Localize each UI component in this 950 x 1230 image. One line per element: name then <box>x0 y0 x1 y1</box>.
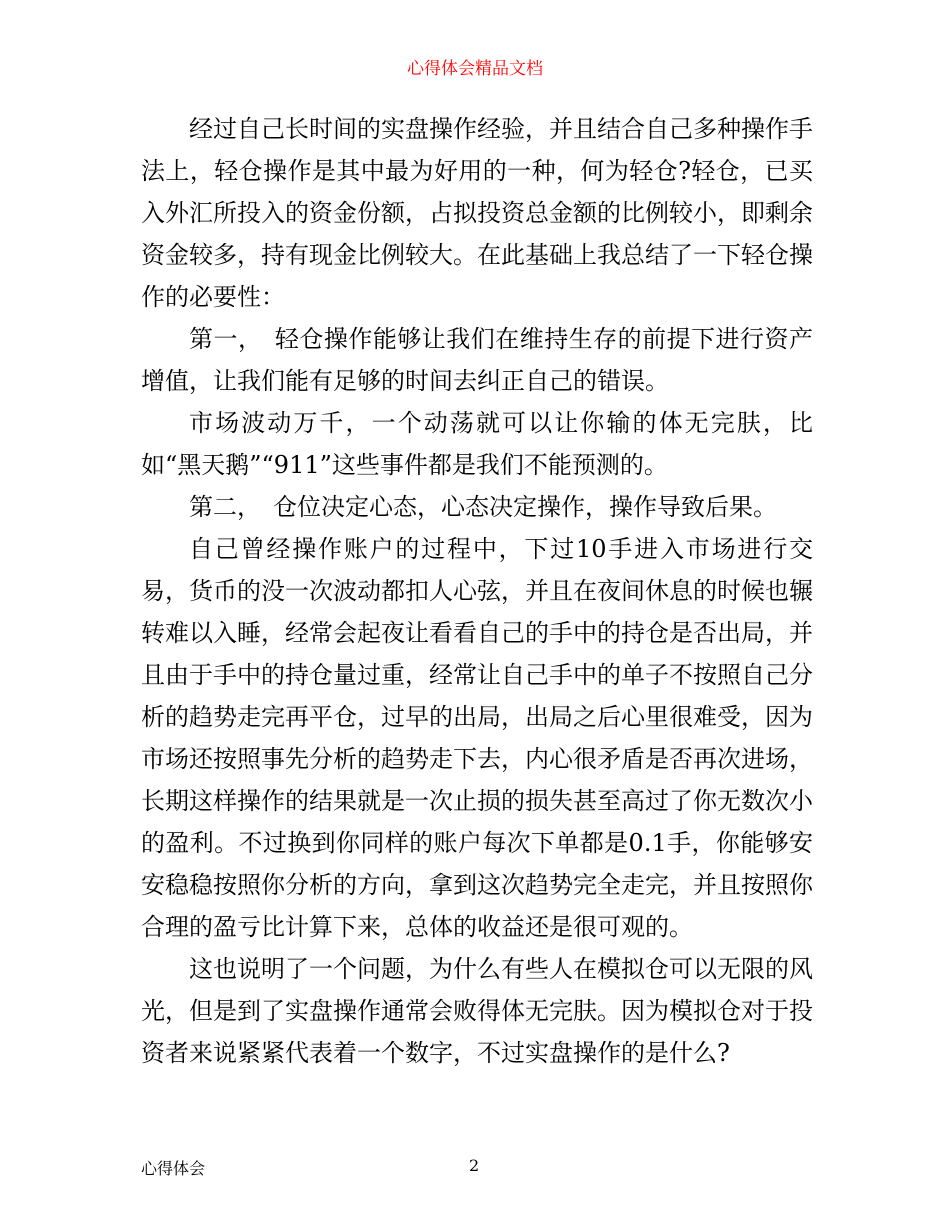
paragraph-point-two: 第二， 仓位决定心态，心态决定操作，操作导致后果。 <box>189 493 777 521</box>
paragraph-point-one: 第一， 轻仓操作能够让我们在维持生存的前提下进行资产增值，让我们能有足够的时间去纠正自己的错误。 <box>141 325 813 395</box>
paragraph-experience: 自己曾经操作账户的过程中，下过10手进入市场进行交易，货币的没一次波动都扣人心弦，并且在夜间休息的时候也辗转难以入睡，经常会起夜让看看自己的手中的持仓是否出局，并且由于手中的持仓量过重，经常让自己手中的单子不按照自己分析的趋势走完再平仓，过早的出局，出局之后心里很难受，因为市场还按照事先分析的趋势走下去，内心很矛盾是否再次进场，长期这样操作的结果就是一次止损的损失甚至高过了你无数次小的盈利。不过换到你同样的账户每次下单都是0.1手，你能够安安稳稳按照你分析的方向，拿到这次趋势完全走完，并且按照你合理的盈亏比计算下来，总体的收益还是很可观的。 <box>141 535 813 941</box>
page-number: 2 <box>469 1156 480 1175</box>
paragraph-market-volatility: 市场波动万千，一个动荡就可以让你输的体无完肤，比如“黑天鹅”“911”这些事件都是我们不能预测的。 <box>141 409 813 479</box>
footer-label: 心得体会 <box>141 1159 206 1178</box>
paragraph-intro: 经过自己长时间的实盘操作经验，并且结合自己多种操作手法上，轻仓操作是其中最为好用的一种，何为轻仓?轻仓，已买入外汇所投入的资金份额，占拟投资总金额的比例较小，即剩余资金较多，持有现金比例较大。在此基础上我总结了一下轻仓操作的必要性： <box>141 115 813 311</box>
document-body <box>141 108 813 1074</box>
page-header: 心得体会精品文档 <box>407 59 543 79</box>
paragraph-conclusion: 这也说明了一个问题，为什么有些人在模拟仓可以无限的风光，但是到了实盘操作通常会败得体无完肤。因为模拟仓对于投资者来说紧紧代表着一个数字，不过实盘操作的是什么? <box>141 955 813 1067</box>
page-footer <box>141 1156 813 1178</box>
